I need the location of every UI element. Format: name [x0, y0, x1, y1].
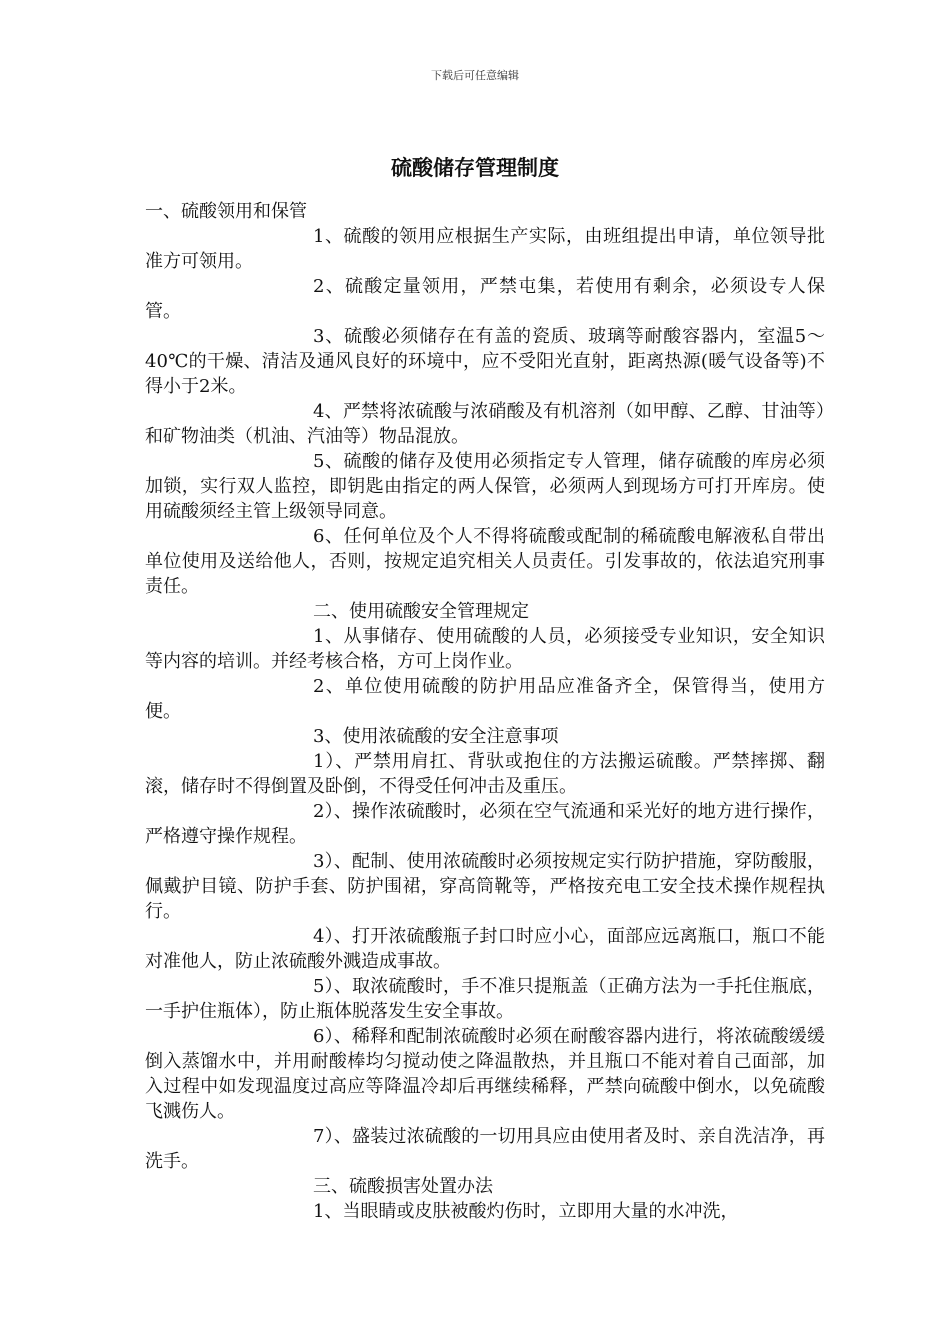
paragraph: 5）、取浓硫酸时，手不准只提瓶盖（正确方法为一手托住瓶底，一手护住瓶体），防止瓶体脱落发生安全事故。: [145, 976, 825, 1022]
paragraph: 6、任何单位及个人不得将硫酸或配制的稀硫酸电解液私自带出单位使用及送给他人，否则，按规定追究相关人员责任。引发事故的，依法追究刑事责任。: [145, 526, 825, 597]
header-note: 下载后可任意编辑: [431, 69, 519, 82]
paragraph: 4）、打开浓硫酸瓶子封口时应小心，面部应远离瓶口，瓶口不能对准他人，防止浓硫酸外溅造成事故。: [145, 926, 825, 972]
paragraph: 2）、操作浓硫酸时，必须在空气流通和采光好的地方进行操作，严格遵守操作规程。: [145, 801, 825, 847]
paragraph: 1）、严禁用肩扛、背驮或抱住的方法搬运硫酸。严禁摔掷、翻滚，储存时不得倒置及卧倒，不得受任何冲击及重压。: [145, 751, 825, 797]
document-title: 硫酸储存管理制度: [391, 156, 559, 180]
section-heading-2: 二、使用硫酸安全管理规定: [313, 601, 529, 622]
paragraph: 3、硫酸必须储存在有盖的瓷质、玻璃等耐酸容器内，室温5～40℃的干燥、清洁及通风良好的环境中，应不受阳光直射，距离热源(暖气设备等)不得小于2米。: [145, 326, 825, 397]
document-body: [145, 199, 825, 1224]
paragraph: 4、严禁将浓硫酸与浓硝酸及有机溶剂（如甲醇、乙醇、甘油等）和矿物油类（机油、汽油等）物品混放。: [145, 401, 825, 447]
paragraph: 1、当眼睛或皮肤被酸灼伤时，立即用大量的水冲洗，: [313, 1201, 739, 1222]
paragraph: 3）、配制、使用浓硫酸时必须按规定实行防护措施，穿防酸服，佩戴护目镜、防护手套、防护围裙，穿高筒靴等，严格按充电工安全技术操作规程执行。: [145, 851, 825, 922]
paragraph: 6）、稀释和配制浓硫酸时必须在耐酸容器内进行，将浓硫酸缓缓倒入蒸馏水中，并用耐酸棒均匀搅动使之降温散热，并且瓶口不能对着自己面部，加入过程中如发现温度过高应等降温冷却后再继续稀释，严禁向硫酸中倒水，以免硫酸飞溅伤人。: [145, 1026, 825, 1122]
sub-heading: 3、使用浓硫酸的安全注意事项: [313, 726, 559, 747]
paragraph: 2、硫酸定量领用，严禁屯集，若使用有剩余，必须设专人保管。: [145, 276, 825, 322]
paragraph: 2、单位使用硫酸的防护用品应准备齐全，保管得当，使用方便。: [145, 676, 825, 722]
section-heading-1: 一、硫酸领用和保管: [145, 201, 307, 222]
paragraph: 7）、盛装过浓硫酸的一切用具应由使用者及时、亲自洗洁净，再洗手。: [145, 1126, 825, 1172]
paragraph: 5、硫酸的储存及使用必须指定专人管理，储存硫酸的库房必须加锁，实行双人监控，即钥匙由指定的两人保管，必须两人到现场方可打开库房。使用硫酸须经主管上级领导同意。: [145, 451, 825, 522]
paragraph: 1、硫酸的领用应根据生产实际，由班组提出申请，单位领导批准方可领用。: [145, 226, 825, 272]
paragraph: 1、从事储存、使用硫酸的人员，必须接受专业知识，安全知识等内容的培训。并经考核合格，方可上岗作业。: [145, 626, 825, 672]
section-heading-3: 三、硫酸损害处置办法: [313, 1176, 493, 1197]
